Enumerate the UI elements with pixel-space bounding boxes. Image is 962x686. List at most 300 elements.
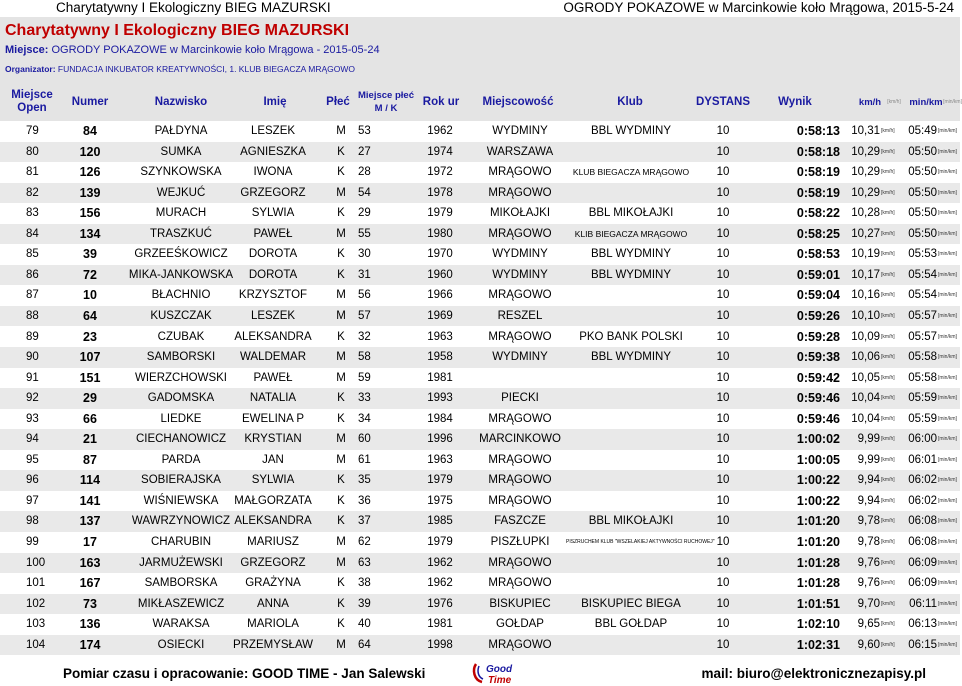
cell-kmh: 10,19 (851, 248, 880, 261)
cell-number: 151 (79, 370, 101, 385)
col-sex: Płeć (326, 95, 350, 108)
cell-surname: SUMKA (160, 145, 202, 158)
cell-city: MRĄGOWO (488, 227, 552, 240)
cell-year: 1970 (427, 248, 453, 261)
col-place-sex: Miejsce płeć M / K (358, 90, 414, 114)
cell-year: 1975 (427, 494, 453, 507)
cell-club: KLIB BIEGACZA MRĄGOWO (574, 228, 688, 239)
cell-place-sex: 63 (358, 556, 371, 569)
cell-first-name: KRZYSZTOF (238, 289, 308, 302)
cell-place: 100 (26, 556, 46, 569)
footer-credit: Pomiar czasu i opracowanie: GOOD TIME - Jan Salewski (63, 666, 426, 681)
table-row (0, 265, 960, 286)
cell-kmh: 10,29 (851, 166, 880, 179)
cell-number: 87 (83, 452, 97, 467)
table-row (0, 532, 960, 553)
table-row (0, 327, 960, 348)
cell-distance: 10 (716, 227, 730, 240)
logo-text-top: Good (486, 664, 513, 675)
cell-pace: 06:11 (909, 597, 937, 610)
cell-club (566, 368, 696, 389)
cell-sex: M (336, 371, 346, 384)
cell-number: 17 (83, 535, 97, 549)
cell-result: 0:58:25 (796, 226, 840, 241)
cell-sex: M (336, 453, 346, 466)
cell-year: 1960 (427, 268, 453, 281)
cell-club (566, 306, 696, 327)
cell-number: 139 (79, 185, 101, 200)
top-bar-right: OGRODY POKAZOWE w Marcinkowie koło Mrągowa, 2015-5-24 (563, 0, 954, 15)
cell-surname: PAŁDYNA (154, 125, 208, 137)
cell-year: 1979 (427, 536, 453, 548)
cell-kmh: 10,29 (851, 186, 880, 199)
cell-surname: KUSZCZAK (150, 309, 212, 322)
cell-city: WYDMINY (492, 351, 548, 364)
cell-result: 0:58:19 (796, 165, 840, 180)
cell-place-sex: 38 (358, 577, 371, 590)
cell-result: 1:00:02 (796, 432, 840, 447)
cell-number: 136 (79, 617, 101, 632)
cell-city: WYDMINY (492, 268, 548, 281)
cell-number: 66 (83, 411, 97, 426)
cell-club: PISZRUCHEM KLUB "WSZELAKIEJ AKTYWNOŚCI RUCHOWEJ" (566, 539, 715, 545)
cell-result: 0:59:42 (796, 370, 840, 385)
cell-place: 86 (26, 268, 39, 281)
cell-surname: SAMBORSKI (146, 351, 216, 364)
cell-city: WYDMINY (492, 248, 548, 261)
col-distance: DYSTANS (695, 95, 751, 108)
cell-kmh-unit: [km/h] (881, 539, 895, 545)
cell-club: BBL WYDMINY (590, 125, 672, 137)
cell-distance: 10 (716, 125, 730, 137)
cell-pace: 06:08 (908, 515, 937, 528)
col-result: Wynik (778, 95, 812, 108)
cell-result: 1:00:22 (796, 493, 840, 508)
cell-first-name: ALEKSANDRA (234, 330, 312, 343)
cell-place: 81 (26, 166, 39, 179)
cell-kmh-unit: [km/h] (881, 436, 895, 443)
cell-distance: 10 (716, 515, 730, 528)
cell-sex: M (336, 433, 346, 446)
cell-pace: 06:09 (908, 577, 937, 590)
cell-pace-unit: [min/km] (938, 395, 957, 402)
cell-place-sex: 58 (358, 351, 371, 364)
event-place (5, 44, 380, 56)
cell-city: MRĄGOWO (488, 453, 552, 466)
cell-surname: OSIECKI (157, 638, 205, 651)
cell-sex: K (337, 392, 345, 405)
cell-distance: 10 (716, 207, 730, 220)
cell-year: 1966 (427, 289, 453, 302)
cell-pace-unit: [min/km] (938, 292, 957, 299)
cell-place: 97 (26, 494, 39, 507)
cell-city: PIECKI (501, 392, 539, 405)
cell-place: 80 (26, 145, 39, 158)
cell-distance: 10 (716, 268, 730, 281)
cell-year: 1962 (427, 556, 453, 569)
cell-club (566, 450, 696, 471)
footer-email: mail: biuro@elektronicznezapisy.pl (701, 666, 926, 681)
cell-pace-unit: [min/km] (938, 415, 957, 422)
cell-year: 1984 (427, 412, 453, 425)
cell-pace-unit: [min/km] (938, 580, 957, 587)
cell-year: 1998 (427, 638, 453, 651)
cell-city: WYDMINY (492, 125, 548, 137)
cell-pace: 06:13 (908, 618, 937, 631)
col-city: Miejscowość (482, 95, 554, 108)
cell-distance: 10 (716, 145, 730, 158)
cell-first-name: GRAŻYNA (245, 577, 301, 590)
cell-distance: 10 (716, 330, 730, 343)
col-kmh-unit: [km/h] (887, 98, 901, 105)
cell-number: 39 (83, 247, 97, 262)
cell-distance: 10 (716, 453, 730, 466)
cell-distance: 10 (716, 166, 730, 179)
cell-pace-unit: [min/km] (938, 189, 957, 196)
cell-result: 1:01:20 (796, 535, 840, 549)
cell-surname: MURACH (155, 207, 207, 220)
cell-city: MIKOŁAJKI (489, 207, 551, 220)
cell-number: 141 (79, 493, 101, 508)
cell-city: MRĄGOWO (488, 186, 552, 199)
cell-club: BBL WYDMINY (590, 268, 672, 281)
table-row (0, 553, 960, 574)
cell-sex: M (336, 289, 346, 302)
cell-year: 1996 (427, 433, 453, 446)
cell-club: BBL WYDMINY (590, 351, 672, 364)
cell-pace: 05:54 (908, 289, 937, 302)
cell-surname: WIŚNIEWSKA (143, 494, 219, 507)
cell-result: 0:59:46 (796, 411, 840, 426)
cell-result: 1:01:20 (796, 514, 840, 529)
cell-kmh-unit: [km/h] (881, 169, 895, 176)
cell-kmh: 9,78 (857, 536, 880, 548)
cell-surname: WARAKSA (152, 618, 210, 631)
cell-pace-unit: [min/km] (938, 621, 957, 628)
cell-sex: K (337, 248, 345, 261)
cell-place-sex: 28 (358, 166, 371, 179)
cell-sex: M (336, 556, 346, 569)
organizer-label: Organizator: (5, 64, 56, 74)
cell-kmh-unit: [km/h] (881, 148, 895, 155)
cell-kmh-unit: [km/h] (881, 230, 895, 237)
cell-pace: 05:49 (908, 125, 937, 137)
cell-result: 1:01:28 (796, 576, 840, 591)
cell-year: 1962 (427, 125, 453, 137)
table-row (0, 470, 960, 491)
cell-city: MRĄGOWO (488, 556, 552, 569)
cell-first-name: AGNIESZKA (240, 145, 306, 158)
cell-sex: M (336, 309, 346, 322)
cell-kmh-unit: [km/h] (881, 374, 895, 381)
cell-place-sex: 39 (358, 597, 371, 610)
cell-first-name: ANNA (257, 597, 289, 610)
cell-club (566, 573, 696, 594)
cell-surname: GRZEEŚKOWICZ (134, 248, 228, 261)
cell-kmh-unit: [km/h] (881, 600, 895, 607)
table-row (0, 409, 960, 430)
cell-kmh-unit: [km/h] (881, 251, 895, 258)
cell-distance: 10 (716, 186, 730, 199)
cell-pace-unit: [min/km] (938, 497, 957, 504)
cell-pace-unit: [min/km] (938, 456, 957, 463)
cell-kmh: 10,04 (851, 392, 880, 405)
cell-city: MRĄGOWO (488, 638, 552, 651)
cell-number: 23 (83, 329, 97, 344)
cell-kmh: 10,28 (851, 207, 880, 220)
cell-kmh: 9,76 (857, 577, 880, 590)
cell-number: 84 (83, 124, 97, 138)
cell-year: 1979 (427, 474, 453, 487)
cell-city: MARCINKOWO (479, 433, 561, 446)
cell-surname: JARMUŻEWSKI (139, 556, 223, 569)
table-row (0, 224, 960, 245)
cell-place: 87 (26, 289, 39, 302)
table-row (0, 368, 960, 389)
cell-place-sex: 59 (358, 371, 371, 384)
event-organizer (5, 64, 355, 74)
cell-kmh-unit: [km/h] (881, 128, 895, 134)
cell-first-name: SYLWIA (251, 207, 295, 220)
cell-pace-unit: [min/km] (938, 354, 957, 361)
cell-number: 72 (83, 267, 97, 282)
cell-pace: 05:57 (908, 309, 937, 322)
cell-club: PKO BANK POLSKI (579, 330, 683, 343)
cell-place-sex: 31 (358, 268, 371, 281)
event-title: Charytatywny I Ekologiczny BIEG MAZURSKI (5, 22, 350, 39)
col-pace-unit: [min/km] (943, 98, 962, 105)
cell-distance: 10 (716, 474, 730, 487)
cell-pace: 06:01 (908, 453, 937, 466)
cell-surname: GADOMSKA (147, 392, 215, 405)
cell-sex: M (336, 638, 346, 651)
cell-pace-unit: [min/km] (938, 128, 957, 134)
table-row (0, 142, 960, 163)
cell-pace: 06:08 (908, 536, 937, 548)
cell-city: WARSZAWA (486, 145, 554, 158)
cell-result: 1:01:51 (796, 596, 840, 611)
cell-club: BBL GOŁDAP (594, 618, 668, 631)
cell-distance: 10 (716, 309, 730, 322)
cell-distance: 10 (716, 351, 730, 364)
cell-place-sex: 35 (358, 474, 371, 487)
cell-distance: 10 (716, 248, 730, 261)
cell-sex: M (336, 351, 346, 364)
cell-city: MRĄGOWO (488, 412, 552, 425)
cell-year: 1981 (427, 618, 453, 631)
cell-city: MRĄGOWO (488, 330, 552, 343)
cell-sex: K (337, 207, 345, 220)
cell-first-name: PAWEŁ (253, 227, 293, 240)
cell-kmh-unit: [km/h] (881, 497, 895, 504)
cell-kmh: 10,06 (851, 351, 880, 364)
cell-sex: K (337, 494, 345, 507)
cell-place-sex: 64 (358, 638, 371, 651)
cell-year: 1978 (427, 186, 453, 199)
cell-kmh-unit: [km/h] (881, 354, 895, 361)
cell-surname: WIERZCHOWSKI (135, 371, 227, 384)
cell-surname: TRASZKUĆ (150, 227, 212, 240)
cell-surname: SAMBORSKA (144, 577, 218, 590)
cell-place: 95 (26, 453, 39, 466)
cell-place-sex: 36 (358, 494, 371, 507)
cell-sex: M (336, 186, 346, 199)
cell-place-sex: 34 (358, 412, 371, 425)
table-row (0, 573, 960, 594)
cell-city: RESZEL (497, 309, 543, 322)
cell-kmh: 9,99 (857, 433, 880, 446)
cell-city (470, 368, 570, 389)
cell-first-name: ALEKSANDRA (234, 515, 312, 528)
cell-pace: 05:50 (908, 145, 937, 158)
col-place-open: Miejsce Open (11, 89, 53, 114)
cell-place: 88 (26, 309, 39, 322)
cell-sex: K (337, 577, 345, 590)
cell-number: 73 (83, 596, 97, 611)
cell-year: 1969 (427, 309, 453, 322)
cell-club (566, 183, 696, 204)
cell-club (566, 142, 696, 163)
cell-number: 163 (79, 555, 101, 570)
cell-pace: 05:50 (908, 166, 937, 179)
cell-pace-unit: [min/km] (938, 333, 957, 340)
cell-kmh: 9,94 (857, 474, 880, 487)
organizer-value: FUNDACJA INKUBATOR KREATYWNOŚCI, 1. KLUB BIEGACZA MRĄGOWO (57, 64, 355, 74)
cell-place-sex: 57 (358, 309, 371, 322)
cell-number: 64 (83, 308, 97, 323)
cell-place-sex: 54 (358, 186, 371, 199)
cell-pace-unit: [min/km] (938, 436, 957, 443)
cell-place-sex: 55 (358, 227, 371, 240)
cell-year: 1963 (427, 453, 453, 466)
cell-sex: K (337, 515, 345, 528)
cell-kmh: 9,76 (857, 556, 880, 569)
cell-pace: 05:54 (908, 268, 937, 281)
cell-place: 84 (26, 227, 39, 240)
cell-distance: 10 (716, 556, 730, 569)
cell-pace: 05:50 (908, 207, 937, 220)
col-club: Klub (617, 95, 643, 108)
place-value: OGRODY POKAZOWE w Marcinkowie koło Mrągowa - 2015-05-24 (51, 44, 380, 56)
cell-surname: SOBIERAJSKA (141, 474, 221, 487)
cell-pace-unit: [min/km] (938, 518, 957, 525)
cell-pace: 06:15 (908, 638, 937, 651)
cell-place: 101 (26, 577, 46, 590)
cell-kmh: 9,65 (857, 618, 880, 631)
cell-result: 1:01:28 (796, 555, 840, 570)
cell-pace: 06:02 (908, 494, 937, 507)
cell-city: MRĄGOWO (488, 494, 552, 507)
cell-pace-unit: [min/km] (938, 148, 957, 155)
logo-swoosh-inner-icon (478, 666, 483, 679)
table-row (0, 244, 960, 265)
cell-place-sex: 27 (358, 145, 371, 158)
cell-pace-unit: [min/km] (938, 210, 957, 217)
cell-club (566, 285, 696, 306)
cell-result: 0:59:38 (796, 350, 840, 365)
cell-place: 90 (26, 351, 39, 364)
cell-result: 0:58:13 (796, 124, 840, 138)
cell-sex: M (336, 227, 346, 240)
cell-place-sex: 29 (358, 207, 371, 220)
cell-sex: M (336, 125, 346, 137)
cell-kmh-unit: [km/h] (881, 641, 895, 648)
cell-first-name: MARIOLA (247, 618, 299, 631)
col-first-name: Imię (263, 95, 287, 108)
cell-pace: 05:57 (908, 330, 937, 343)
cell-result: 0:58:22 (796, 206, 840, 221)
cell-place: 99 (26, 536, 39, 548)
cell-pace: 05:59 (908, 412, 937, 425)
cell-pace: 05:59 (908, 392, 937, 405)
cell-first-name: GRZEGORZ (240, 186, 306, 199)
cell-distance: 10 (716, 577, 730, 590)
footer (0, 652, 960, 686)
cell-pace: 06:02 (908, 474, 937, 487)
cell-club (566, 470, 696, 491)
cell-place: 85 (26, 248, 39, 261)
cell-city: PISZŁUPKI (490, 536, 550, 548)
cell-kmh-unit: [km/h] (881, 312, 895, 319)
cell-kmh-unit: [km/h] (881, 559, 895, 566)
cell-number: 114 (79, 473, 101, 488)
cell-result: 0:59:26 (796, 308, 840, 323)
cell-first-name: MAŁGORZATA (234, 494, 312, 507)
cell-first-name: GRZEGORZ (240, 556, 306, 569)
col-kmh: km/h (858, 96, 882, 108)
cell-sex: K (337, 474, 345, 487)
cell-kmh: 9,70 (857, 597, 880, 610)
cell-first-name: LESZEK (250, 125, 296, 137)
cell-pace-unit: [min/km] (938, 230, 957, 237)
cell-kmh: 9,78 (857, 515, 880, 528)
cell-surname: MIKŁASZEWICZ (137, 597, 225, 610)
cell-club (566, 553, 696, 574)
cell-first-name: PAWEŁ (253, 371, 293, 384)
cell-number: 126 (79, 165, 101, 180)
cell-result: 0:58:19 (796, 185, 840, 200)
cell-club (566, 409, 696, 430)
cell-kmh-unit: [km/h] (881, 395, 895, 402)
table-row (0, 203, 960, 224)
top-bar (0, 0, 960, 16)
table-row (0, 450, 960, 471)
cell-pace-unit: [min/km] (938, 600, 957, 607)
cell-place-sex: 60 (358, 433, 371, 446)
cell-first-name: JAN (262, 453, 284, 466)
cell-year: 1962 (427, 577, 453, 590)
cell-kmh-unit: [km/h] (881, 518, 895, 525)
good-time-logo (470, 660, 520, 686)
cell-pace-unit: [min/km] (938, 251, 957, 258)
cell-surname: WEJKUĆ (156, 186, 206, 199)
cell-result: 1:00:22 (796, 473, 840, 488)
cell-place: 102 (26, 597, 46, 610)
cell-first-name: NATALIA (249, 392, 297, 405)
table-row (0, 162, 960, 183)
cell-year: 1981 (427, 371, 453, 384)
cell-number: 29 (83, 391, 97, 406)
cell-place-sex: 37 (358, 515, 371, 528)
cell-distance: 10 (716, 597, 730, 610)
cell-result: 0:59:04 (796, 288, 840, 303)
table-row (0, 511, 960, 532)
cell-number: 21 (83, 432, 97, 447)
cell-city: MRĄGOWO (488, 166, 552, 179)
cell-sex: M (336, 536, 346, 548)
cell-distance: 10 (716, 289, 730, 302)
cell-first-name: MARIUSZ (247, 536, 299, 548)
